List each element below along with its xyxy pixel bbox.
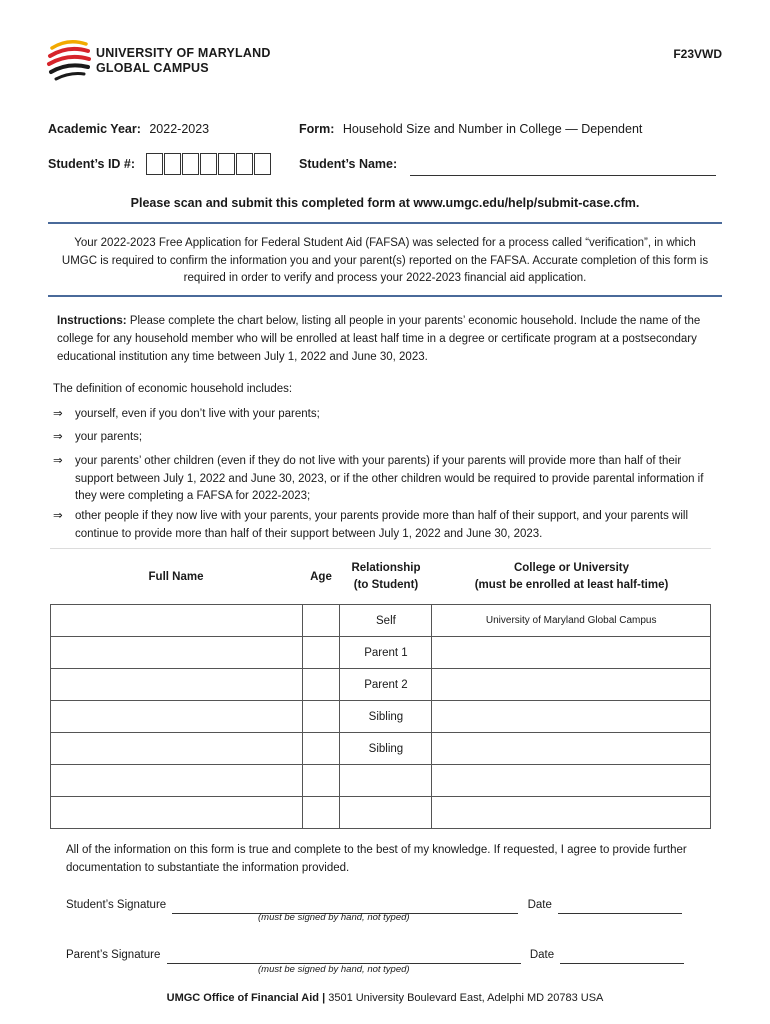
cell-full-name[interactable] <box>51 605 303 637</box>
scan-submit-notice: Please scan and submit this completed form at www.umgc.edu/help/submit-case.cfm. <box>130 196 640 210</box>
instructions-text: Please complete the chart below, listing all people in your parents’ economic household. Include the name of the college for any household member who will be enrolled at least half time in a degree or certificate program at a postsecondary educational institution any time between July 1, 2022 and June 30, 2023. <box>57 315 701 363</box>
cell-relationship[interactable] <box>340 765 432 797</box>
cell-relationship: Self <box>340 605 432 637</box>
arrow-icon: ⇒ <box>53 408 63 420</box>
header-divider <box>50 548 711 549</box>
footer-office: UMGC Office of Financial Aid <box>166 992 320 1004</box>
student-name-row <box>299 152 716 176</box>
student-id-label: Student’s ID #: <box>48 157 136 171</box>
table-row <box>51 701 711 733</box>
definition-item-text: other people if they now live with your parents, your parents provide more than half of their support, and your parents will continue to provide more than half of their support between July 1, 2022 and June 30, 2023. <box>75 510 689 540</box>
instructions-label: Instructions: <box>57 315 127 327</box>
household-table <box>50 604 711 829</box>
divider-top <box>48 222 722 224</box>
cell-full-name[interactable] <box>51 669 303 701</box>
table-row <box>51 733 711 765</box>
col-header-age: Age <box>310 571 332 583</box>
student-date-label: Date <box>527 899 552 911</box>
definition-item <box>53 453 715 506</box>
student-id-boxes <box>146 155 272 172</box>
cell-relationship: Sibling <box>340 733 432 765</box>
cell-full-name[interactable] <box>51 701 303 733</box>
col-header-relationship-line1: Relationship <box>351 562 421 574</box>
cell-relationship[interactable] <box>340 797 432 829</box>
logo-line-2: GLOBAL CAMPUS <box>96 61 209 75</box>
cell-college[interactable] <box>432 733 711 765</box>
col-header-relationship-line2: (to Student) <box>353 579 419 591</box>
student-id-digit-box[interactable] <box>182 153 199 175</box>
student-signature-note: (must be signed by hand, not typed) <box>258 912 410 923</box>
table-row <box>51 637 711 669</box>
cell-college[interactable] <box>432 701 711 733</box>
footer-address: 3501 University Boulevard East, Adelphi MD 20783 USA <box>325 992 604 1004</box>
academic-year <box>48 120 209 138</box>
umgc-logo-mark <box>46 36 94 84</box>
cell-college[interactable] <box>432 669 711 701</box>
form-code: F23VWD <box>673 47 722 61</box>
student-id-digit-box[interactable] <box>200 153 217 175</box>
student-id-row <box>48 152 272 176</box>
verification-notice: Your 2022-2023 Free Application for Federal Student Aid (FAFSA) was selected for a process called “verification”, in which UMGC is required to confirm the information you and your parent(s) reported on the FAFSA. Accurate completion of this form is required in order to verify and process your 2022-2023 financial aid application. <box>61 237 709 284</box>
cell-relationship: Parent 1 <box>340 637 432 669</box>
cell-college[interactable] <box>432 765 711 797</box>
cell-full-name[interactable] <box>51 637 303 669</box>
student-id-digit-box[interactable] <box>164 153 181 175</box>
col-header-relationship <box>340 560 432 594</box>
parent-signature-label: Parent’s Signature <box>66 949 161 961</box>
cell-relationship: Sibling <box>340 701 432 733</box>
col-header-full-name: Full Name <box>148 571 204 583</box>
student-name-label: Student’s Name: <box>299 157 398 171</box>
form-value: Household Size and Number in College — Dependent <box>342 122 643 136</box>
arrow-icon: ⇒ <box>53 431 63 443</box>
parent-signature-note: (must be signed by hand, not typed) <box>258 964 410 975</box>
arrow-icon: ⇒ <box>53 455 63 467</box>
academic-year-value: 2022-2023 <box>149 122 210 136</box>
definition-item-text: your parents’ other children (even if they do not live with your parents) if your parents will provide more than half of their support between July 1, 2022 and June 30, 2023, or if the other children would be required to provide parental information if they were completing a FAFSA for 2022-2023; <box>75 455 704 502</box>
definition-item <box>53 406 715 424</box>
cell-college[interactable]: University of Maryland Global Campus <box>432 605 711 637</box>
cell-age[interactable] <box>302 605 340 637</box>
definition-item-text: yourself, even if you don’t live with your parents; <box>75 408 320 420</box>
col-header-college-line2: (must be enrolled at least half-time) <box>474 579 669 591</box>
cell-college[interactable] <box>432 797 711 829</box>
cell-age[interactable] <box>302 797 340 829</box>
student-date-field[interactable] <box>558 899 682 914</box>
footer-separator: | <box>322 992 326 1004</box>
definition-item <box>53 429 715 447</box>
parent-signature-field[interactable] <box>167 949 521 964</box>
footer <box>0 992 770 1004</box>
student-id-digit-box[interactable] <box>236 153 253 175</box>
form-label: Form: <box>299 122 335 136</box>
col-header-college <box>432 560 711 594</box>
col-header-college-line1: College or University <box>513 562 630 574</box>
student-name-field[interactable] <box>410 157 716 176</box>
table-row <box>51 669 711 701</box>
student-signature-label: Student’s Signature <box>66 899 167 911</box>
instructions <box>57 312 707 366</box>
parent-signature-row <box>66 946 684 964</box>
cell-age[interactable] <box>302 701 340 733</box>
cell-full-name[interactable] <box>51 765 303 797</box>
arrow-icon: ⇒ <box>53 510 63 522</box>
parent-date-label: Date <box>529 949 555 961</box>
academic-year-label: Academic Year: <box>48 122 141 136</box>
logo-line-1: UNIVERSITY OF MARYLAND <box>96 46 271 60</box>
student-id-digit-box[interactable] <box>218 153 235 175</box>
cell-relationship: Parent 2 <box>340 669 432 701</box>
cell-age[interactable] <box>302 637 340 669</box>
cell-full-name[interactable] <box>51 797 303 829</box>
definition-item <box>53 508 715 543</box>
table-row <box>51 605 711 637</box>
definition-intro: The definition of economic household includes: <box>53 383 293 395</box>
logo-wordmark <box>96 46 271 76</box>
cell-age[interactable] <box>302 669 340 701</box>
cell-full-name[interactable] <box>51 733 303 765</box>
cell-college[interactable] <box>432 637 711 669</box>
form-title <box>299 120 642 138</box>
parent-date-field[interactable] <box>560 949 684 964</box>
certification-statement: All of the information on this form is true and complete to the best of my knowledge. If requested, I agree to provide further documentation to substantiate the information provided. <box>66 844 687 874</box>
definition-item-text: your parents; <box>75 431 143 443</box>
cell-age[interactable] <box>302 733 340 765</box>
table-row <box>51 765 711 797</box>
table-row <box>51 797 711 829</box>
student-id-digit-box[interactable] <box>254 153 271 175</box>
student-id-digit-box[interactable] <box>146 153 163 175</box>
divider-bottom <box>48 295 722 297</box>
cell-age[interactable] <box>302 765 340 797</box>
